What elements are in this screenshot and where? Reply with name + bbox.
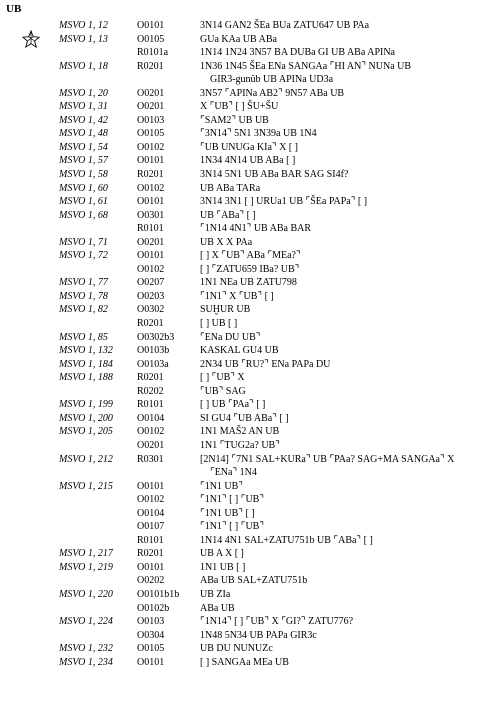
transliteration: [ ] SANGAa MEa UB: [200, 656, 289, 668]
line-code: R0301: [137, 453, 164, 465]
entry-row: [0, 331, 478, 345]
text-reference: MSVO 1, 220: [59, 588, 113, 600]
transliteration: 3N14 GAN2 ŠEa BUa ZATU647 UB PAa: [200, 20, 370, 31]
line-code: O0102: [137, 426, 165, 438]
entry-row: [0, 290, 478, 304]
transliteration: ⌜1N1⌝ [ ] ⌜UB⌝: [200, 494, 265, 506]
line-code: R0201: [137, 372, 164, 384]
transliteration: X ⌜UB⌝ [ ] ŠU+ŠU: [200, 101, 279, 113]
entry-row: [0, 602, 478, 616]
entry-row: [0, 629, 478, 643]
entry-row: [0, 87, 478, 101]
entry-row: [0, 46, 478, 60]
entry-row: [0, 493, 478, 507]
entry-row: [0, 425, 478, 439]
transliteration: ⌜1N14⌝ [ ] ⌜UB⌝ X ⌜GI?⌝ ZATU776?: [200, 616, 354, 628]
line-code: O0102: [137, 141, 165, 153]
line-code: O0105: [137, 33, 165, 45]
text-reference: MSVO 1, 58: [59, 169, 108, 181]
line-code: O0101: [137, 196, 165, 208]
entry-row: [0, 317, 478, 331]
line-code: R0101: [137, 223, 164, 235]
transliteration: 3N57 ⌜APINa AB2⌝ 9N57 ABa UB: [200, 87, 345, 99]
transliteration: UB ABa TARa: [200, 182, 261, 194]
transliteration: GUa KAa UB ABa: [200, 33, 277, 45]
line-code: O0103: [137, 616, 165, 628]
text-reference: MSVO 1, 31: [59, 101, 108, 113]
text-reference: MSVO 1, 71: [59, 236, 108, 248]
text-reference: MSVO 1, 48: [59, 128, 108, 140]
text-reference: MSVO 1, 219: [59, 561, 113, 573]
line-code: O0302: [137, 304, 165, 316]
entry-row: [0, 615, 478, 629]
line-code: R0201: [137, 169, 164, 181]
line-code: O0301: [137, 209, 165, 221]
transliteration: 3N14 5N1 UB ABa BAR SAG SI4f?: [200, 169, 349, 181]
line-code: O0104: [137, 507, 165, 519]
entry-row: [0, 141, 478, 155]
entry-row: [0, 249, 478, 263]
transliteration: 1N1 ⌜TUG2a? UB⌝: [200, 439, 280, 451]
text-reference: MSVO 1, 85: [59, 331, 108, 343]
transliteration: ABa UB: [200, 602, 235, 614]
line-code: O0201: [137, 236, 165, 248]
line-code: O0207: [137, 277, 165, 289]
line-code: O0302b3: [137, 331, 175, 343]
entry-row: [0, 276, 478, 290]
transliteration: 1N1 MAŠ2 AN UB: [200, 426, 280, 438]
entry-row: [0, 358, 478, 372]
entry-row: [0, 466, 478, 480]
text-reference: MSVO 1, 61: [59, 196, 108, 208]
transliteration: ⌜ENa DU UB⌝: [200, 331, 261, 343]
line-code: O0101b1b: [137, 588, 180, 600]
page-heading: UB: [6, 3, 22, 15]
transliteration: ⌜ENa⌝ 1N4: [210, 467, 257, 479]
line-code: O0103: [137, 114, 165, 126]
transliteration: UB ZIa: [200, 588, 231, 600]
text-reference: MSVO 1, 212: [59, 453, 113, 465]
text-reference: MSVO 1, 215: [59, 480, 113, 492]
entry-row: [0, 547, 478, 561]
line-code: O0105: [137, 643, 165, 655]
transliteration: [ ] X ⌜UB⌝ ABa ⌜MEa?⌝: [200, 250, 301, 262]
text-reference: MSVO 1, 224: [59, 616, 113, 628]
entry-row: [0, 371, 478, 385]
entry-row: [0, 344, 478, 358]
line-code: O0102b: [137, 602, 170, 614]
line-code: R0202: [137, 385, 164, 397]
entry-row: [0, 520, 478, 534]
line-code: R0201: [137, 318, 164, 330]
text-reference: MSVO 1, 57: [59, 155, 108, 167]
text-reference: MSVO 1, 200: [59, 412, 113, 424]
entry-row: [0, 385, 478, 399]
transliteration: ⌜1N1⌝ X ⌜UB⌝ [ ]: [200, 290, 274, 302]
transliteration: 1N14 1N24 3N57 BA DUBa GI UB ABa APINa: [200, 47, 395, 59]
entry-row: [0, 412, 478, 426]
text-reference: MSVO 1, 77: [59, 277, 108, 289]
transliteration: [2N14] ⌜7N1 SAL+KURa⌝ UB ⌜PAa? SAG+MA SANGAa⌝ X: [200, 453, 455, 465]
text-reference: MSVO 1, 54: [59, 141, 108, 153]
transliteration: ⌜1N14 4N1⌝ UB ABa BAR: [200, 223, 312, 235]
entry-row: [0, 656, 478, 670]
entry-row: [0, 303, 478, 317]
entry-row: [0, 263, 478, 277]
entry-row: [0, 33, 478, 47]
entry-row: [0, 19, 478, 33]
transliteration: 1N1 NEa UB ZATU798: [200, 277, 297, 289]
line-code: O0101: [137, 20, 165, 31]
entry-row: [0, 453, 478, 467]
transliteration: ⌜SAM2⌝ UB UB: [200, 114, 269, 126]
line-code: R0201: [137, 548, 164, 560]
text-reference: MSVO 1, 68: [59, 209, 108, 221]
entry-row: [0, 154, 478, 168]
line-code: O0103a: [137, 358, 169, 370]
line-code: R0101: [137, 399, 164, 411]
entry-row: [0, 574, 478, 588]
entry-row: [0, 114, 478, 128]
text-reference: MSVO 1, 42: [59, 114, 108, 126]
transliteration: ⌜UB⌝ SAG: [200, 385, 246, 397]
line-code: O0201: [137, 439, 165, 451]
transliteration: UB DU NUNUZc: [200, 643, 273, 655]
entry-list: [0, 19, 478, 669]
text-reference: MSVO 1, 13: [59, 33, 108, 45]
entry-row: [0, 642, 478, 656]
line-code: O0105: [137, 128, 165, 140]
transliteration: ⌜1N1 UB⌝: [200, 480, 243, 492]
transliteration: [ ] ⌜UB⌝ X: [200, 372, 245, 384]
transliteration: GIR3-gunûb UB APINa UD3a: [210, 74, 334, 86]
transliteration: [ ] UB ⌜PAa⌝ [ ]: [200, 399, 266, 411]
transliteration: 1N48 5N34 UB PAPa GIR3c: [200, 629, 317, 641]
line-code: O0107: [137, 521, 165, 533]
transliteration: SUḪUR UB: [200, 304, 251, 316]
text-reference: MSVO 1, 18: [59, 60, 108, 72]
line-code: O0201: [137, 87, 165, 99]
text-reference: MSVO 1, 199: [59, 399, 113, 411]
line-code: O0101: [137, 155, 165, 167]
entry-row: [0, 588, 478, 602]
line-code: O0201: [137, 101, 165, 113]
transliteration: ABa UB SAL+ZATU751b: [200, 575, 308, 587]
entry-row: [0, 168, 478, 182]
line-code: O0101: [137, 561, 165, 573]
text-reference: MSVO 1, 188: [59, 372, 113, 384]
line-code: R0201: [137, 60, 164, 72]
line-code: O0103b: [137, 345, 170, 357]
text-reference: MSVO 1, 82: [59, 304, 108, 316]
transliteration: ⌜1N1 UB⌝ [ ]: [200, 507, 255, 519]
line-code: R0101a: [137, 47, 169, 59]
entry-row: [0, 507, 478, 521]
line-code: O0102: [137, 494, 165, 506]
text-reference: MSVO 1, 78: [59, 290, 108, 302]
line-code: O0304: [137, 629, 165, 641]
transliteration: UB ⌜ABa⌝ [ ]: [200, 209, 256, 221]
text-reference: MSVO 1, 60: [59, 182, 108, 194]
text-reference: MSVO 1, 205: [59, 426, 113, 438]
entry-row: [0, 398, 478, 412]
transliteration: ⌜3N14⌝ 5N1 3N39a UB 1N4: [200, 128, 317, 140]
text-reference: MSVO 1, 132: [59, 345, 113, 357]
text-reference: MSVO 1, 72: [59, 250, 108, 262]
entry-row: [0, 73, 478, 87]
entry-row: [0, 100, 478, 114]
text-reference: MSVO 1, 20: [59, 87, 108, 99]
text-reference: MSVO 1, 232: [59, 643, 113, 655]
entry-row: [0, 195, 478, 209]
transliteration: 1N36 1N45 ŠEa ENa SANGAa ⌜HI AN⌝ NUNa UB: [200, 60, 412, 72]
transliteration: UB X X PAa: [200, 236, 253, 248]
transliteration: SI GU4 ⌜UB ABa⌝ [ ]: [200, 412, 289, 424]
line-code: R0101: [137, 534, 164, 546]
line-code: O0203: [137, 290, 165, 302]
line-code: O0104: [137, 412, 165, 424]
transliteration: ⌜UB UNUGa KIa⌝ X [ ]: [200, 141, 298, 153]
transliteration: UB A X [ ]: [200, 548, 244, 560]
line-code: O0101: [137, 250, 165, 262]
line-code: O0101: [137, 656, 165, 668]
transliteration: 1N1 UB [ ]: [200, 561, 246, 573]
line-code: O0102: [137, 263, 165, 275]
line-code: O0202: [137, 575, 165, 587]
transliteration: 2N34 UB ⌜RU?⌝ ENa PAPa DU: [200, 358, 331, 370]
text-reference: MSVO 1, 234: [59, 656, 113, 668]
entry-row: [0, 561, 478, 575]
line-code: O0101: [137, 480, 165, 492]
transliteration: 3N14 3N1 [ ] URUa1 UB ⌜ŠEa PAPa⌝ [ ]: [200, 196, 368, 208]
transliteration: 1N34 4N14 UB ABa [ ]: [200, 155, 296, 167]
transliteration: ⌜1N1⌝ [ ] ⌜UB⌝: [200, 521, 265, 533]
entry-row: [0, 222, 478, 236]
entry-row: [0, 209, 478, 223]
entry-row: [0, 480, 478, 494]
text-reference: MSVO 1, 184: [59, 358, 113, 370]
entry-row: [0, 60, 478, 74]
entry-row: [0, 439, 478, 453]
entry-row: [0, 534, 478, 548]
entry-row: [0, 236, 478, 250]
entry-row: [0, 127, 478, 141]
entry-row: [0, 182, 478, 196]
transliteration: 1N14 4N1 SAL+ZATU751b UB ⌜ABa⌝ [ ]: [200, 534, 373, 546]
text-reference: MSVO 1, 12: [59, 20, 108, 31]
transliteration: KASKAL GU4 UB: [200, 345, 279, 357]
text-reference: MSVO 1, 217: [59, 548, 113, 560]
line-code: O0102: [137, 182, 165, 194]
transliteration: [ ] ⌜ZATU659 IBa? UB⌝: [200, 263, 300, 275]
transliteration: [ ] UB [ ]: [200, 318, 238, 330]
